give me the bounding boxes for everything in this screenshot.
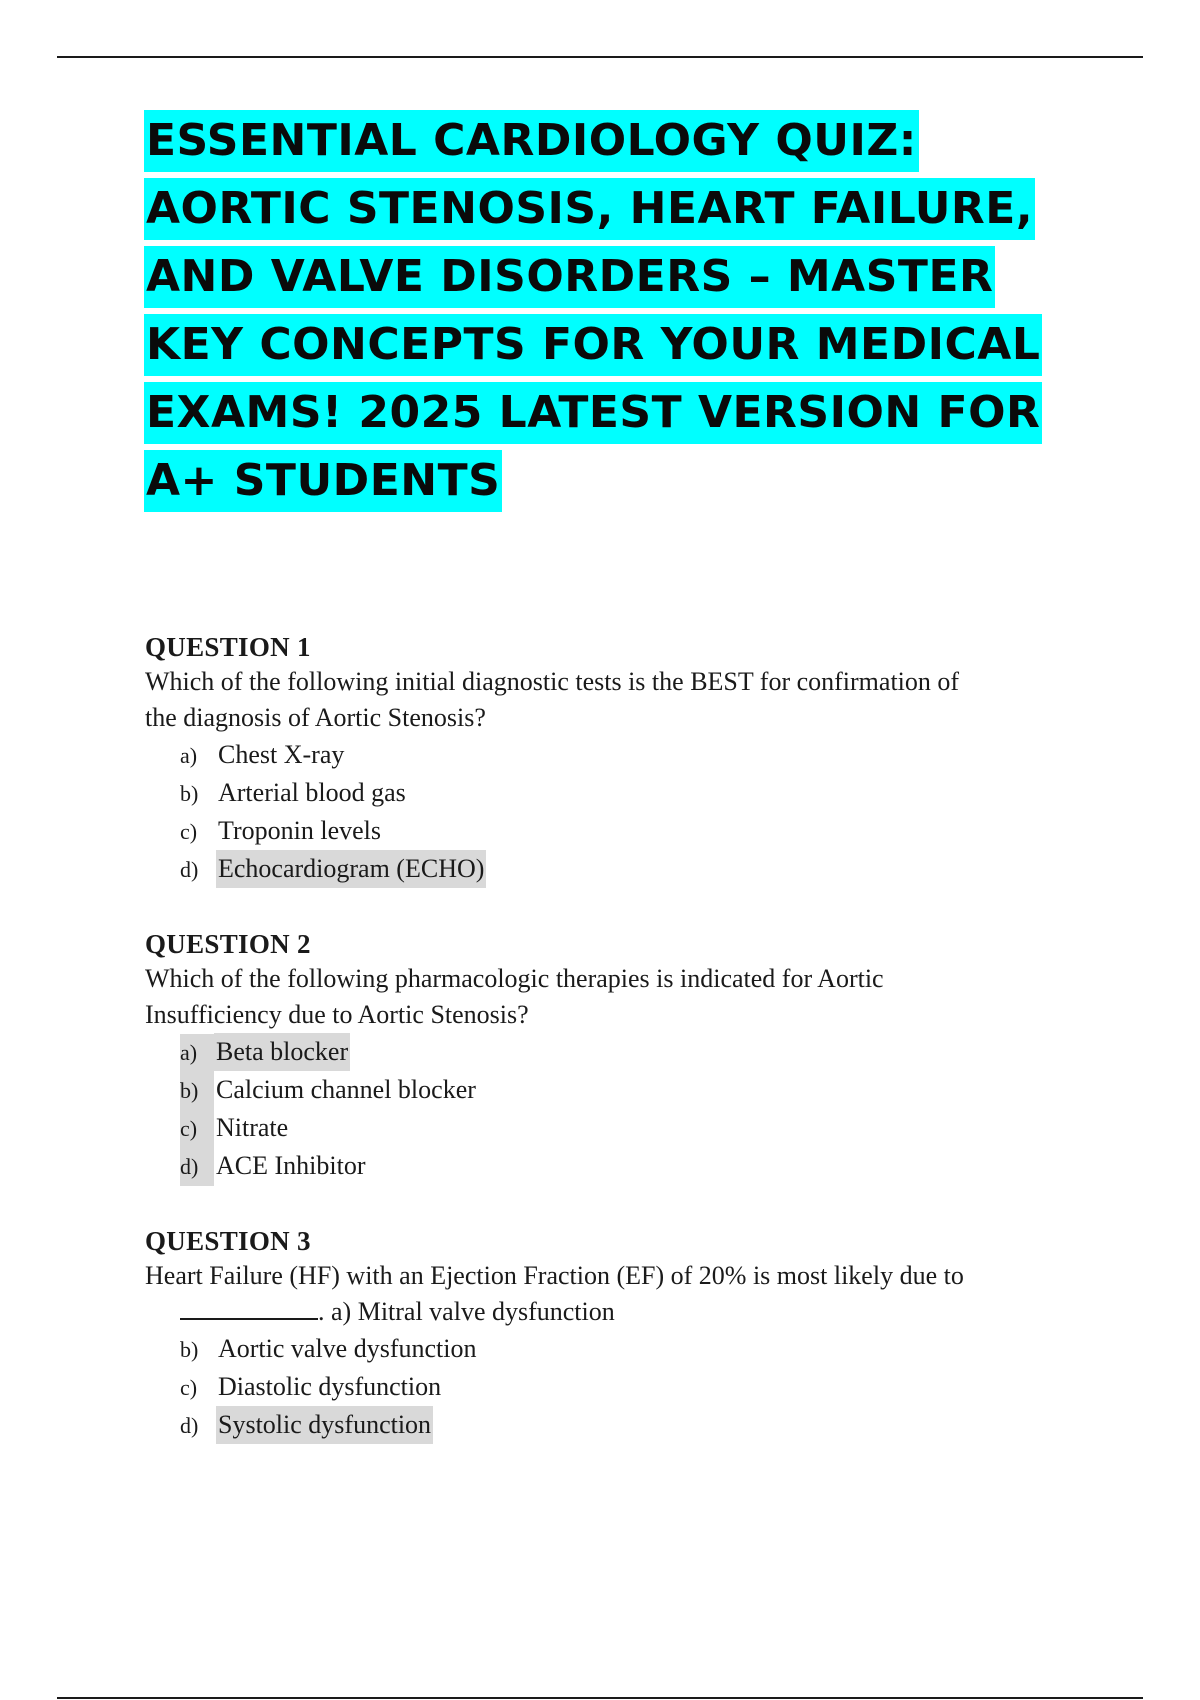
title-line-text: EXAMS! 2025 LATEST VERSION FOR (144, 382, 1042, 444)
question-text (145, 664, 1085, 736)
title-line-text: ESSENTIAL CARDIOLOGY QUIZ: (144, 110, 919, 172)
option-letter: d) (180, 1413, 199, 1438)
option-text: Chest X-ray (218, 740, 345, 769)
answer-option-d[interactable] (145, 1147, 1085, 1185)
question-1 (145, 630, 1085, 888)
option-text: Nitrate (216, 1113, 289, 1142)
question-text-line: Heart Failure (HF) with an Ejection Fraction (EF) of 20% is most likely due to (145, 1261, 964, 1290)
fill-in-blank (180, 1296, 318, 1320)
option-text: Diastolic dysfunction (218, 1372, 442, 1401)
question-2 (145, 927, 1085, 1185)
document-title (144, 110, 1084, 518)
question-heading: QUESTION 1 (145, 632, 311, 662)
option-text: ACE Inhibitor (216, 1151, 366, 1180)
option-letter: d) (180, 857, 199, 882)
option-letter: c) (180, 1375, 198, 1400)
option-text: Calcium channel blocker (216, 1075, 476, 1104)
question-text (145, 1258, 1085, 1330)
title-line (144, 314, 1084, 382)
title-line (144, 110, 1084, 178)
title-line (144, 246, 1084, 314)
answer-option-b[interactable] (145, 1071, 1085, 1109)
option-text-highlighted: Echocardiogram (ECHO) (216, 850, 486, 888)
option-letter: c) (180, 1110, 214, 1148)
title-line-text: AORTIC STENOSIS, HEART FAILURE, (144, 178, 1035, 240)
option-text-highlighted: Beta blocker (214, 1033, 350, 1071)
answer-option-c[interactable] (145, 1109, 1085, 1147)
blank-suffix-text: . a) Mitral valve dysfunction (318, 1297, 615, 1326)
answer-option-b[interactable] (145, 774, 1085, 812)
option-text: Arterial blood gas (218, 778, 406, 807)
title-line (144, 178, 1084, 246)
option-text: Troponin levels (218, 816, 381, 845)
top-rule (57, 56, 1143, 58)
answer-option-a[interactable] (145, 1033, 1085, 1071)
bottom-rule (57, 1697, 1143, 1699)
question-3 (145, 1224, 1085, 1444)
question-text-line: Insufficiency due to Aortic Stenosis? (145, 1000, 529, 1029)
option-text-highlighted: Systolic dysfunction (216, 1406, 433, 1444)
answer-option-c[interactable] (145, 812, 1085, 850)
question-text-line: Which of the following initial diagnostic tests is the BEST for confirmation of (145, 667, 960, 696)
option-letter: b) (180, 1072, 214, 1110)
option-letter: b) (180, 1337, 199, 1362)
answer-options (145, 1033, 1085, 1185)
question-text-line: Which of the following pharmacologic therapies is indicated for Aortic (145, 964, 884, 993)
question-text (145, 961, 1085, 1033)
answer-option-a[interactable] (145, 736, 1085, 774)
option-letter: a) (180, 1034, 214, 1072)
title-line-text: AND VALVE DISORDERS – MASTER (144, 246, 995, 308)
question-heading: QUESTION 3 (145, 1226, 311, 1256)
question-heading: QUESTION 2 (145, 929, 311, 959)
option-letter: a) (180, 743, 198, 768)
question-text-line: the diagnosis of Aortic Stenosis? (145, 703, 486, 732)
answer-option-c[interactable] (145, 1368, 1085, 1406)
answer-option-d[interactable] (145, 1406, 1085, 1444)
answer-options (145, 1330, 1085, 1444)
title-line (144, 450, 1084, 518)
option-letter: b) (180, 781, 199, 806)
option-letter: c) (180, 819, 198, 844)
answer-option-b[interactable] (145, 1330, 1085, 1368)
option-letter: d) (180, 1148, 214, 1186)
title-line-text: A+ STUDENTS (144, 450, 502, 512)
option-text: Aortic valve dysfunction (218, 1334, 477, 1363)
title-line (144, 382, 1084, 450)
title-line-text: KEY CONCEPTS FOR YOUR MEDICAL (144, 314, 1042, 376)
answer-option-d[interactable] (145, 850, 1085, 888)
answer-options (145, 736, 1085, 888)
